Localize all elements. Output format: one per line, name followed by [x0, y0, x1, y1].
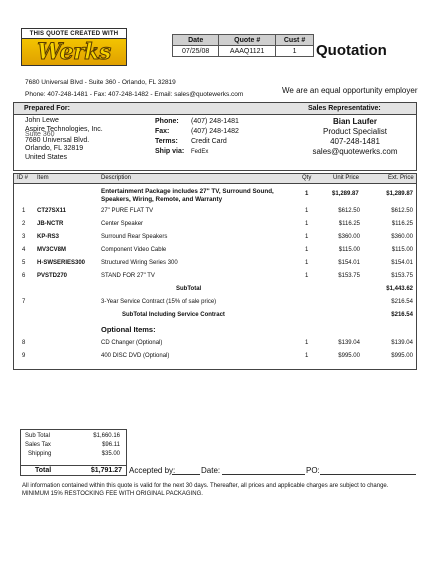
col-id-header: ID #	[17, 175, 29, 181]
row-description: 27" PURE FLAT TV	[101, 208, 154, 214]
totals-shipping-label: Shipping	[28, 451, 52, 457]
row-description: 3-Year Service Contract (15% of sale price)	[101, 299, 217, 305]
row-description: Center Speaker	[101, 221, 144, 227]
fax-label: Fax:	[155, 128, 170, 135]
totals-subtotal-label: Sub Total	[25, 433, 50, 439]
totals-tax-value: $96.11	[102, 442, 120, 448]
document-title: Quotation	[316, 42, 387, 59]
subtotal-row	[0, 286, 440, 296]
row-ext-price: $115.00	[391, 247, 413, 253]
row-id: 3	[22, 234, 26, 240]
customer-contact-labels	[155, 117, 184, 157]
table-row	[0, 260, 440, 270]
row-item: MV3CV8M	[37, 247, 67, 253]
row-qty: 1	[305, 260, 309, 266]
sales-rep-title: Product Specialist	[322, 127, 388, 136]
row-ext-price: $995.00	[391, 353, 413, 359]
row-ext-price: $116.25	[391, 221, 413, 227]
terms-label: Terms:	[155, 138, 178, 145]
row-ext-price: $154.01	[391, 260, 413, 266]
quote-date: 07/25/08	[173, 46, 219, 57]
customer-suite: Suite 360	[25, 131, 55, 138]
row-description: Surround Rear Speakers	[101, 234, 168, 240]
col-unit-price-header: Unit Price	[333, 175, 360, 181]
row-item: JB-NCTR	[37, 221, 64, 227]
row-id: 9	[22, 353, 26, 359]
row-id: 7	[22, 299, 26, 305]
optional-items-label: Optional Items:	[101, 325, 156, 334]
customer-contact-values	[191, 117, 239, 157]
phone-label: Phone:	[155, 118, 179, 125]
row-unit-price: $154.01	[338, 260, 360, 266]
customer-address	[25, 117, 103, 162]
subtotal-service-row	[0, 312, 440, 322]
row-ext-price: $360.00	[391, 234, 413, 240]
totals-tax-label: Sales Tax	[25, 442, 51, 448]
row-unit-price: $995.00	[338, 353, 360, 359]
quote-number: AAAQ1121	[219, 46, 276, 57]
po-label: PO:	[306, 466, 320, 475]
row-qty: 1	[305, 353, 309, 359]
row-qty: 1	[305, 208, 309, 214]
customer-ship-via: FedEx	[191, 149, 209, 155]
sales-rep-label: Sales Representative:	[308, 105, 381, 112]
totals-box	[20, 429, 127, 476]
grand-total-value: $1,791.27	[90, 467, 122, 474]
row-unit-price: $360.00	[338, 234, 360, 240]
row-item: KP-RS3	[37, 234, 60, 240]
row-item: PVSTD270	[37, 273, 68, 279]
row-qty: 1	[305, 221, 309, 227]
logo-wordmark: Werks	[37, 39, 111, 65]
quote-number-header: Quote #	[219, 35, 276, 46]
customer-name: John Lewe	[25, 117, 59, 124]
customer-fax: (407) 248-1482	[191, 128, 239, 135]
terms-footer	[22, 483, 422, 498]
customer-company: Aspire Technologies, Inc.	[25, 125, 103, 133]
ship-via-label: Ship via:	[155, 148, 185, 155]
company-contact: Phone: 407-248-1481 - Fax: 407-248-1482 - Email: sales@quotewerks.com	[25, 91, 244, 98]
row-description: 400 DISC DVD (Optional)	[101, 353, 170, 359]
row-id: 2	[22, 221, 26, 227]
table-row	[0, 188, 440, 206]
col-item-header: Item	[37, 175, 49, 181]
totals-subtotal-value: $1,660.16	[93, 433, 120, 439]
row-item: H-SWSERIES300	[37, 260, 86, 266]
row-qty: 1	[305, 273, 309, 279]
row-id: 4	[22, 247, 26, 253]
logo-tagline: THIS QUOTE CREATED WITH	[22, 29, 126, 39]
table-row	[0, 340, 440, 350]
subtotal-service-value: $216.54	[391, 312, 413, 318]
row-qty: 1	[305, 247, 309, 253]
row-description: Component Video Cable	[101, 247, 167, 253]
package-unit-price: $1,289.87	[332, 191, 359, 197]
date-label: Date:	[201, 466, 221, 475]
package-qty: 1	[305, 191, 309, 197]
customer-number: 1	[276, 46, 314, 57]
totals-shipping-value: $35.00	[101, 451, 120, 457]
validity-note: All information contained within this quote is valid for the next 30 days. Thereafter, all prices and applicable charges are subject to change.	[22, 483, 389, 489]
sales-rep-name: Bian Laufer	[332, 117, 377, 126]
restocking-note: MINIMUM 15% RESTOCKING FEE WITH ORIGINAL PACKAGING.	[22, 490, 203, 497]
table-row	[0, 299, 440, 309]
customer-terms: Credit Card	[191, 138, 227, 145]
accepted-by-line[interactable]	[172, 474, 200, 475]
row-id: 8	[22, 340, 26, 346]
po-line[interactable]	[320, 474, 416, 475]
row-id: 1	[22, 208, 26, 214]
table-row	[0, 353, 440, 363]
totals-shipping-line	[21, 451, 126, 460]
row-ext-price: $153.75	[391, 273, 413, 279]
customer-number-header: Cust #	[276, 35, 314, 46]
quote-info-table	[172, 34, 314, 57]
table-row	[0, 273, 440, 283]
row-unit-price: $153.75	[338, 273, 360, 279]
date-header: Date	[173, 35, 219, 46]
customer-country: United States	[25, 153, 68, 161]
grand-total-label: Total	[35, 467, 52, 474]
row-unit-price: $116.25	[338, 221, 360, 227]
sales-rep-details	[300, 117, 410, 157]
row-description: Structured Wiring Series 300	[101, 260, 178, 266]
totals-subtotal-line	[21, 433, 126, 442]
col-description-header: Description	[101, 175, 132, 181]
row-id: 5	[22, 260, 26, 266]
row-ext-price: $612.50	[391, 208, 413, 214]
eoe-statement: We are an equal opportunity employer	[282, 86, 418, 95]
row-description: STAND FOR 27" TV	[101, 273, 155, 279]
prepared-for-label: Prepared For:	[24, 105, 70, 112]
table-row	[0, 234, 440, 244]
col-ext-price-header: Ext. Price	[388, 175, 414, 181]
date-line[interactable]	[222, 474, 305, 475]
row-qty: 1	[305, 234, 309, 240]
logo-wordmark-area	[22, 39, 126, 65]
row-unit-price: $612.50	[338, 208, 360, 214]
row-item: CT27SX11	[37, 208, 67, 214]
subtotal-value: $1,443.62	[386, 286, 413, 292]
subtotal-label: SubTotal	[176, 286, 202, 292]
company-address: 7680 Universal Blvd - Suite 360 - Orlando, FL 32819	[25, 79, 176, 86]
row-qty: 1	[305, 340, 309, 346]
customer-phone: (407) 248-1481	[191, 118, 239, 125]
row-description: CD Changer (Optional)	[101, 340, 163, 346]
customer-city: Orlando, FL 32819	[25, 145, 84, 152]
sales-rep-email: sales@quotewerks.com	[312, 147, 398, 156]
accepted-by-label: Accepted by:	[129, 466, 176, 475]
sales-rep-phone: 407-248-1481	[330, 137, 380, 146]
company-logo	[21, 28, 127, 66]
package-description-line2: Speakers, Wiring, Remote, and Warranty	[101, 196, 223, 203]
table-row	[0, 208, 440, 218]
row-unit-price: $115.00	[338, 247, 360, 253]
customer-street: 7680 Universal Blvd.	[25, 136, 90, 144]
totals-grand-total-line	[21, 465, 126, 476]
package-description-line1: Entertainment Package includes 27" TV, Surround Sound,	[101, 188, 274, 195]
row-unit-price: $139.04	[338, 340, 360, 346]
package-ext-price: $1,289.87	[386, 191, 413, 197]
table-row	[0, 247, 440, 257]
row-ext-price: $139.04	[391, 340, 413, 346]
subtotal-service-label: SubTotal Including Service Contract	[122, 312, 225, 318]
table-row	[0, 221, 440, 231]
row-ext-price: $216.54	[391, 299, 413, 305]
totals-tax-line	[21, 442, 126, 451]
company-address-block	[25, 77, 243, 101]
row-id: 6	[22, 273, 26, 279]
col-qty-header: Qty	[302, 175, 312, 181]
